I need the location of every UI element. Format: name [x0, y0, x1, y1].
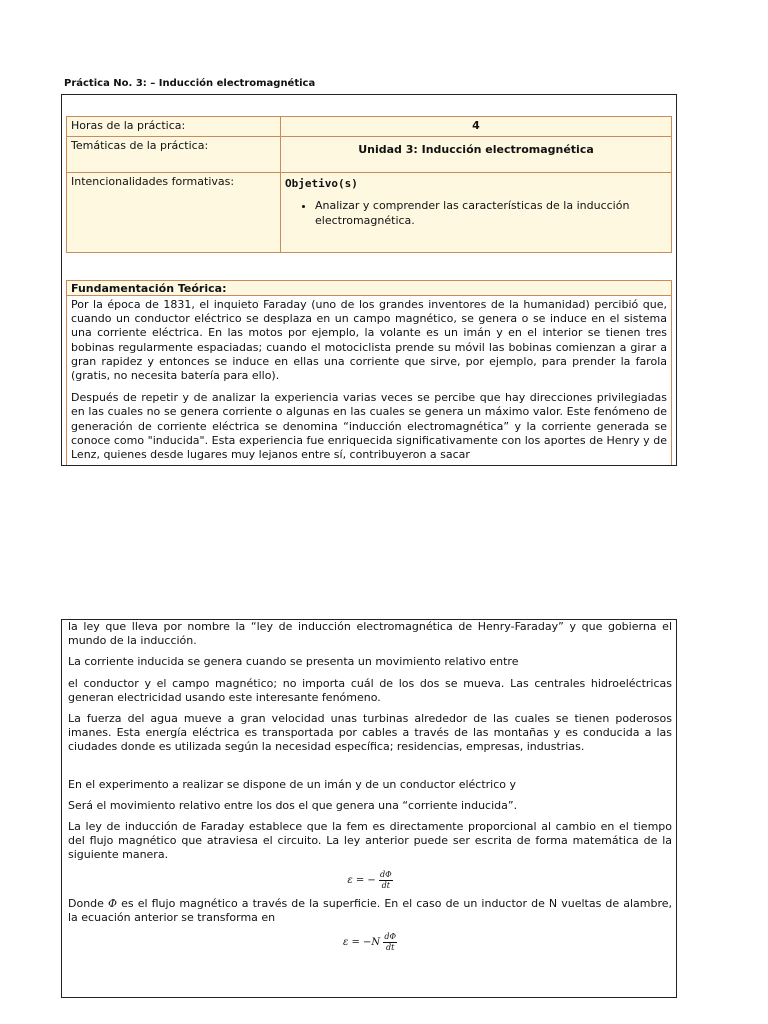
flux-symbol: Φ	[108, 896, 118, 910]
flux-text: es el flujo magnético a través de la superficie. En el caso de un inductor de N vueltas de alambre, la ecuación anterior se transforma en	[68, 896, 673, 924]
equation-faraday	[68, 870, 672, 891]
paragraph-experiment: En el experimento a realizar se dispone de un imán y de un conductor eléctrico y	[68, 777, 517, 791]
paragraph-faraday-law: La ley de inducción de Faraday establece que la fem es directamente proporcional al cambio en el tiempo del flujo magnético que atraviesa el circuito. La ley anterior puede ser escrita de forma matemática de la siguiente manera.	[68, 820, 672, 862]
fundamentals-paragraph-1: Por la época de 1831, el inquieto Faraday (uno de los grandes inventores de la humanidad) percibió que, cuando un conductor eléctrico se desplaza en un campo magnético, se genera o se induce en el sistema una corriente eléctrica. En las motos por ejemplo, la volante es un imán y en el interior se tienen tres bobinas regularmente espaciadas; cuando el motociclista prende su móvil las bobinas comienzan a girar a gran rapidez y entonces se induce en ellas una corriente que sirve, por ejemplo, para prender la farola (gratis, no necesita batería para ello).	[71, 298, 667, 383]
continued-text	[68, 620, 672, 959]
paragraph-law: la ley que lleva por nombre la “ley de inducción electromagnética de Henry-Faraday” y que gobierna el mundo de la inducción.	[68, 620, 672, 648]
equation-2-fraction	[383, 932, 397, 953]
equation-1-lhs: ε = −	[347, 874, 376, 886]
practice-info-table	[66, 116, 672, 253]
objective-cell	[281, 173, 672, 253]
document-title: Práctica No. 3: – Inducción electromagnética	[64, 78, 316, 89]
topics-label: Temáticas de la práctica:	[67, 137, 281, 173]
equation-1-numerator: dΦ	[379, 869, 392, 879]
flux-prefix: Donde	[68, 896, 104, 910]
equation-2-denominator: dt	[386, 943, 395, 953]
topics-value: Unidad 3: Inducción electromagnética	[281, 137, 672, 173]
page-frame-bottom	[61, 619, 677, 998]
intent-label: Intencionalidades formativas:	[67, 173, 281, 253]
fundamentals-paragraph-2: Después de repetir y de analizar la experiencia varias veces se percibe que hay direcciones privilegiadas en las cuales no se genera corriente o algunas en las cuales se genera un máximo valor. Este fenómeno de generación de corriente eléctrica se denomina “inducción electromagnética” y la corriente generada se conoce como "inducida". Esta experiencia fue enriquecida significativamente con los aportes de Henry y de Lenz, quienes desde lugares muy lejanos entre sí, contribuyeron a sacar	[71, 391, 667, 462]
objective-title: Objetivo(s)	[285, 177, 358, 190]
hours-label: Horas de la práctica:	[67, 117, 281, 137]
equation-1-fraction	[379, 870, 393, 891]
fundamentals-body	[66, 296, 672, 466]
fundamentals-heading: Fundamentación Teórica:	[66, 280, 672, 296]
paragraph-induced-current: La corriente inducida se genera cuando se presenta un movimiento relativo entre	[68, 655, 519, 669]
objective-item: • Analizar y comprender las características de la inducción electromagnética.	[315, 198, 667, 228]
hours-value: 4	[281, 117, 672, 137]
objective-list	[285, 198, 667, 228]
paragraph-water-force: La fuerza del agua mueve a gran velocidad unas turbinas alrededor de las cuales se tienen poderosos imanes. Esta energía eléctrica es transportada por cables a través de las montañas y es conducida a las ciudades donde es utilizada según la necesidad específica; residencias, empresas, industrias.	[68, 712, 672, 754]
equation-2-lhs: ε = −N	[342, 937, 381, 949]
paragraph-conductor: el conductor y el campo magnético; no importa cuál de los dos se mueva. Las centrales hidroeléctricas generan electricidad usando este interesante fenómeno.	[68, 676, 672, 704]
equation-inductor	[68, 932, 672, 953]
paragraph-flux	[68, 897, 672, 925]
equation-2-numerator: dΦ	[384, 932, 397, 942]
equation-1-denominator: dt	[381, 880, 390, 890]
paragraph-relative-motion: Será el movimiento relativo entre los dos el que genera una “corriente inducida”.	[68, 798, 518, 812]
page-frame-top	[61, 94, 677, 466]
